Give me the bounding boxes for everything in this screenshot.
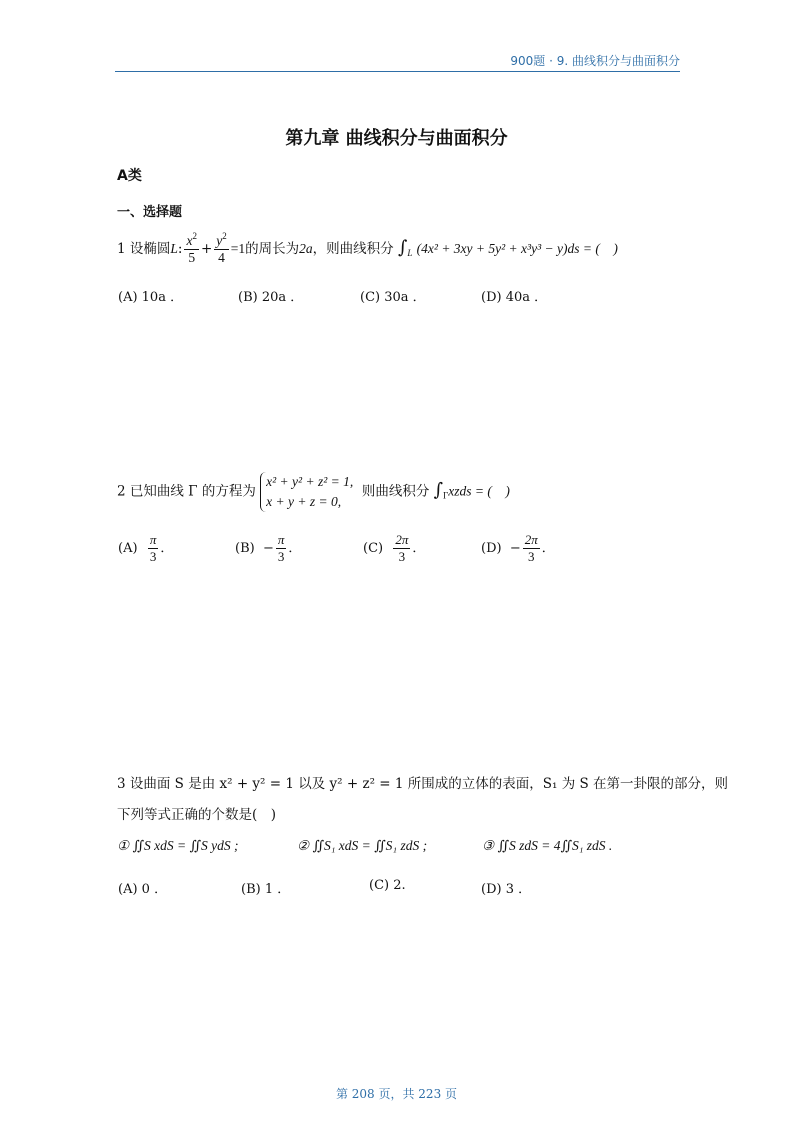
q1-frac-y: $\frac{y^2}{4}$ — [216, 231, 227, 265]
q1-mid: 的周长为 — [245, 241, 300, 257]
q2-option-a: (A) $\frac{\pi}{3}$ ． — [118, 532, 174, 564]
q3-line-2: 下列等式正确的个数是( ) — [117, 807, 277, 823]
page-footer: 第 208 页，共 223 页 — [335, 1087, 458, 1101]
q3-line-1: 3 设曲面 S 是由 x² + y² = 1 以及 y² + z² = 1 所围成的立体的表面，S₁ 为 S 在第一卦限的部分，则 — [117, 776, 729, 792]
q3-statement-1: ① ∬S xdS = ∬S ydS ; — [117, 838, 239, 853]
q2-lead: 已知曲线 Γ 的方程为 — [129, 483, 256, 500]
q1-option-b: (B) 20a ． — [238, 290, 304, 305]
q1-number: 1 — [117, 241, 126, 257]
q1-length: 2a — [299, 241, 313, 256]
q1-curve: L — [170, 241, 178, 256]
question-2 — [117, 472, 510, 512]
q1-option-c: (C) 30a ． — [360, 290, 426, 305]
q2-int-sub: Γ — [443, 490, 449, 501]
q1-eq-tail: =1 — [230, 241, 246, 256]
q2-option-b: (B) − $\frac{\pi}{3}$ ． — [235, 532, 302, 564]
q3-option-b: (B) 1 ． — [241, 882, 291, 897]
section-heading: A类 — [117, 168, 142, 184]
q2-mid: 则曲线积分 — [361, 483, 430, 500]
q3-statement-3: ③ ∬S zdS = 4∬S₁ zdS . — [482, 838, 613, 853]
q2-equation-system: x² + y² + z² = 1, x + y + z = 0, — [260, 472, 353, 512]
q1-option-d: (D) 40a ． — [481, 290, 548, 305]
q1-option-a: (A) 10a ． — [118, 290, 184, 305]
q2-number: 2 — [117, 483, 126, 500]
integral-sign-icon: ∫ — [397, 237, 408, 258]
q1-frac-x: $\frac{x^2}{5}$ — [186, 231, 197, 265]
q1-lead: 设椭圆 — [129, 241, 171, 257]
running-header: 900题 · 9. 曲线积分与曲面积分 — [510, 54, 680, 68]
header-rule — [115, 71, 680, 72]
q1-integrand: (4x² + 3xy + 5y² + x³y³ − y)ds = ( ) — [416, 241, 618, 256]
q1-int-sub: L — [407, 248, 413, 258]
q2-integrand: xzds = ( ) — [448, 483, 510, 499]
q3-option-d: (D) 3 ． — [481, 882, 532, 897]
q2-option-c: (C) $\frac{2\pi}{3}$ ． — [363, 532, 426, 564]
subsection-heading: 一、选择题 — [117, 205, 183, 220]
q2-option-d: (D) − $\frac{2\pi}{3}$ ． — [481, 532, 555, 564]
q3-statement-2: ② ∬S₁ xdS = ∬S₁ zdS ; — [297, 838, 428, 853]
question-1: 1 设椭圆L: $\frac{x^2}{5}$ + $\frac{y^2}{4}$ =1的周长为2a，则曲线积分 $\int_L$ (4x² + 3xy + 5y² + x³y³ − y)ds = ( ) — [117, 231, 618, 265]
q1-mid2: ，则曲线积分 — [312, 241, 394, 257]
q3-option-a: (A) 0 ． — [118, 882, 168, 897]
chapter-title: 第九章 曲线积分与曲面积分 — [285, 128, 508, 149]
integral-sign-icon: ∫ — [433, 479, 444, 501]
q3-option-c: (C) 2. — [369, 878, 406, 893]
